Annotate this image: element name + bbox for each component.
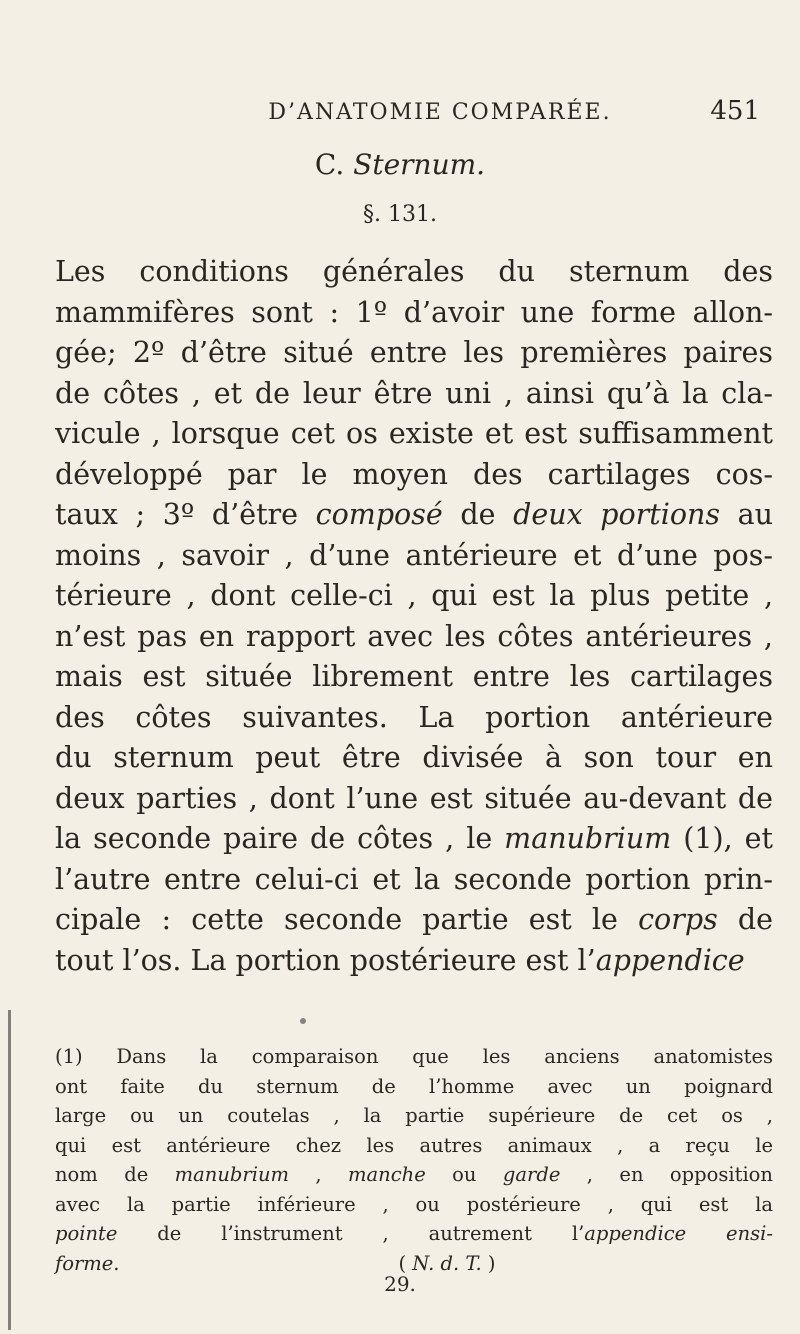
signature-mark: 29. <box>384 1272 416 1296</box>
text-segment: , <box>289 1163 349 1186</box>
text-segment: au <box>720 498 774 531</box>
body-line <box>55 900 773 941</box>
text-segment: des côtes suivantes. La portion antérieure <box>55 700 773 734</box>
running-title: D’ANATOMIE COMPARÉE. <box>268 100 612 125</box>
italic-text: N. d. T. <box>412 1251 482 1275</box>
body-line <box>55 779 773 820</box>
body-text <box>55 252 773 981</box>
italic-text: manche <box>348 1163 426 1186</box>
italic-text: garde <box>502 1163 561 1186</box>
body-line <box>55 455 773 496</box>
text-segment: taux ; 3º d’être <box>55 498 316 531</box>
body-line <box>55 414 773 455</box>
text-segment: large ou un coutelas , la partie supérieure de cet os , <box>55 1104 773 1127</box>
footnote-line <box>55 1131 773 1161</box>
footnote-line <box>55 1219 773 1249</box>
italic-text: manubrium <box>504 822 672 855</box>
running-head <box>120 96 760 140</box>
italic-text: pointe <box>55 1222 118 1245</box>
text-segment: de côtes , et de leur être uni , ainsi qu’à la cla- <box>55 376 773 410</box>
text-segment: gée; 2º d’être situé entre les premières paires <box>55 336 773 369</box>
text-segment: tout l’os. La portion postérieure est l’ <box>55 943 596 977</box>
text-segment: (1) Dans la comparaison que les anciens anatomistes <box>55 1045 773 1068</box>
text-segment: du sternum peut être divisée à son tour en <box>55 741 773 774</box>
footnote <box>55 1042 773 1278</box>
body-line <box>55 819 773 860</box>
text-segment: mais est située librement entre les cartilages <box>55 660 773 693</box>
body-line <box>55 941 773 982</box>
text-segment: , en opposition <box>560 1163 773 1186</box>
body-line <box>55 333 773 374</box>
footnote-line <box>55 1160 773 1190</box>
italic-text: appendice ensi- <box>584 1222 773 1245</box>
body-line <box>55 536 773 577</box>
italic-text: manubrium <box>174 1163 289 1186</box>
text-segment: Les conditions générales du sternum des <box>55 255 773 288</box>
text-segment: deux parties , dont l’une est située au-devant de <box>55 781 773 815</box>
text-segment: cipale : cette seconde partie est le <box>55 903 639 936</box>
body-line <box>55 617 773 658</box>
text-segment: ou <box>425 1163 503 1186</box>
italic-text: deux portions <box>513 498 721 531</box>
italic-text: composé <box>315 498 443 531</box>
text-segment: développé par le moyen des cartilages cos- <box>55 457 773 491</box>
text-segment: vicule , lorsque cet os existe et est suffisamment <box>55 417 773 450</box>
text-segment: de l’instrument , autrement l’ <box>117 1222 585 1245</box>
text-segment: ont faite du sternum de l’homme avec un poignard <box>55 1074 773 1098</box>
body-line <box>55 374 773 415</box>
footnote-line <box>55 1190 773 1220</box>
text-segment: moins , savoir , d’une antérieure et d’une pos- <box>55 538 773 572</box>
section-heading <box>0 148 800 181</box>
body-line <box>55 860 773 901</box>
section-letter: C. <box>314 148 345 181</box>
body-line <box>55 738 773 779</box>
italic-text: corps <box>638 903 718 936</box>
text-segment: la seconde paire de côtes , le <box>55 822 505 855</box>
body-line <box>55 576 773 617</box>
body-line <box>55 657 773 698</box>
text-segment: avec la partie inférieure , ou postérieure , qui est la <box>55 1192 773 1216</box>
text-segment: ) <box>481 1251 496 1275</box>
footnote-line <box>55 1042 773 1072</box>
paragraph-number: §. 131. <box>363 202 437 227</box>
text-segment: l’autre entre celui-ci et la seconde portion prin- <box>55 862 773 896</box>
text-segment: qui est antérieure chez les autres animaux , a reçu le <box>55 1133 773 1157</box>
footnote-line <box>55 1072 773 1102</box>
text-segment: de <box>717 903 773 936</box>
separator-dot <box>300 1018 306 1024</box>
body-line <box>55 293 773 334</box>
text-segment: de <box>442 498 514 531</box>
body-line <box>55 698 773 739</box>
footnote-line <box>55 1101 773 1131</box>
text-segment: ( <box>119 1251 413 1275</box>
page-number: 451 <box>710 96 760 126</box>
text-segment: (1), et <box>671 822 773 855</box>
section-title: Sternum. <box>353 148 486 181</box>
text-segment: n’est pas en rapport avec les côtes antérieures , <box>55 619 773 653</box>
body-line <box>55 495 773 536</box>
text-segment: térieure , dont celle-ci , qui est la plus petite , <box>55 579 773 612</box>
italic-text: forme. <box>55 1251 120 1275</box>
body-line <box>55 252 773 293</box>
text-segment: nom de <box>55 1163 175 1186</box>
text-segment: mammifères sont : 1º d’avoir une forme allon- <box>55 295 773 329</box>
italic-text: appendice <box>595 943 745 977</box>
